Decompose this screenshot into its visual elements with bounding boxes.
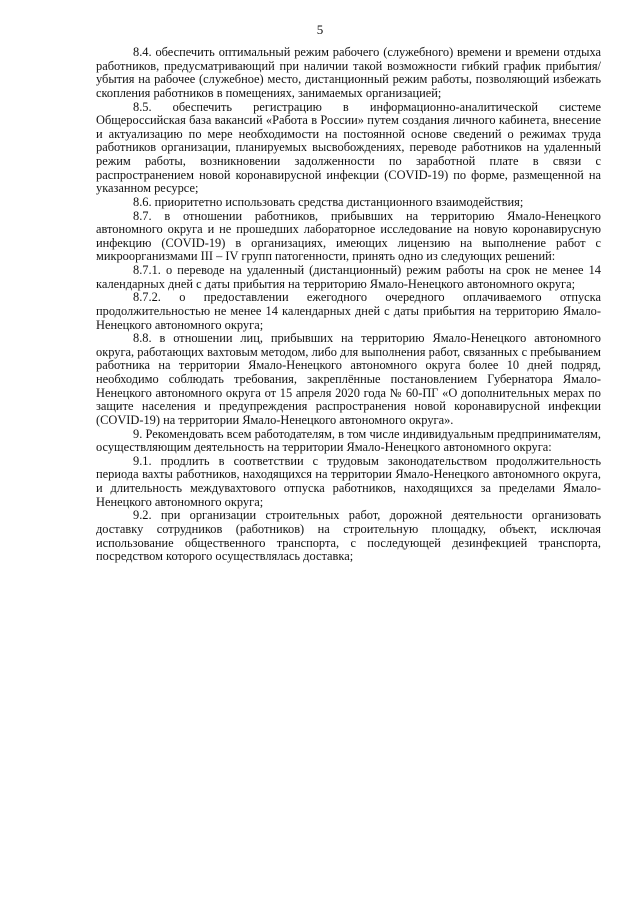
paragraph-8-7-2: 8.7.2. о предоставлении ежегодного очередного оплачиваемого отпуска продолжительностью не менее 14 календарных дней с даты прибытия на территорию Ямало-Ненецкого автономного округа;: [96, 290, 601, 332]
paragraph-8-5: 8.5. обеспечить регистрацию в информационно-аналитической системе Общероссийская база вакансий «Работа в России» путем создания личного кабинета, внесение и актуализацию по мере необходимости на постоянной основе сведений о режимах труда работников организации, планируемых высвобождениях, переводе работников на удаленный режим работы, возникновении задолженности по заработной плате в связи с распространением новой коронавирусной инфекции (COVID-19) по форме, размещенной на указанном ресурсе;: [96, 99, 601, 196]
paragraph-9-2: 9.2. при организации строительных работ, дорожной деятельности организовать доставку сотрудников (работников) на строительную площадку, объект, исключая использование общественного транспорта, с последующей дезинфекцией транспорта, посредством которого осуществлялась доставка;: [96, 508, 601, 564]
paragraph-8-7: 8.7. в отношении работников, прибывших на территорию Ямало-Ненецкого автономного округа и не прошедших лабораторное исследование на новую коронавирусную инфекцию (COVID-19) в организациях, имеющих лицензию на выполнение работ с микроорганизмами III – IV групп патогенности, принять одно из следующих решений:: [96, 208, 601, 264]
paragraph-8-4: 8.4. обеспечить оптимальный режим рабочего (служебного) времени и времени отдыха работников, предусматривающий при наличии такой возможности гибкий график прибытия/убытия на рабочее (служебное) место, дистанционный режим работы, позволяющий избежать скопления работников в помещениях, занимаемых организацией;: [96, 45, 601, 100]
paragraph-9-1: 9.1. продлить в соответствии с трудовым законодательством продолжительность периода вахты работников, находящихся на территории Ямало-Ненецкого автономного округа, и длительность междувахтового отпуска работников, находящихся за пределами Ямало-Ненецкого автономного округа;: [96, 453, 601, 509]
page-number: 5: [316, 22, 324, 37]
paragraph-8-6: 8.6. приоритетно использовать средства дистанционного взаимодействия;: [133, 194, 524, 209]
document-body: [96, 46, 601, 564]
paragraph-8-8: 8.8. в отношении лиц, прибывших на территорию Ямало-Ненецкого автономного округа, работающих вахтовым методом, либо для выполнения работ, связанных с пребыванием работника на территории Ямало-Ненецкого автономного округа более 10 дней подряд, необходимо соблюдать требования, закреплённые постановлением Губернатора Ямало-Ненецкого автономного округа от 15 апреля 2020 года № 60-ПГ «О дополнительных мерах по защите населения и предупреждения распространения новой коронавирусной инфекции (COVID-19) на территории Ямало-Ненецкого автономного округа».: [96, 331, 601, 427]
paragraph-8-7-1: 8.7.1. о переводе на удаленный (дистанционный) режим работы на срок не менее 14 календарных дней с даты прибытия на территорию Ямало-Ненецкого автономного округа;: [96, 263, 601, 291]
paragraph-9: 9. Рекомендовать всем работодателям, в том числе индивидуальным предпринимателям, осуществляющим деятельность на территории Ямало-Ненецкого автономного округа:: [96, 426, 601, 455]
